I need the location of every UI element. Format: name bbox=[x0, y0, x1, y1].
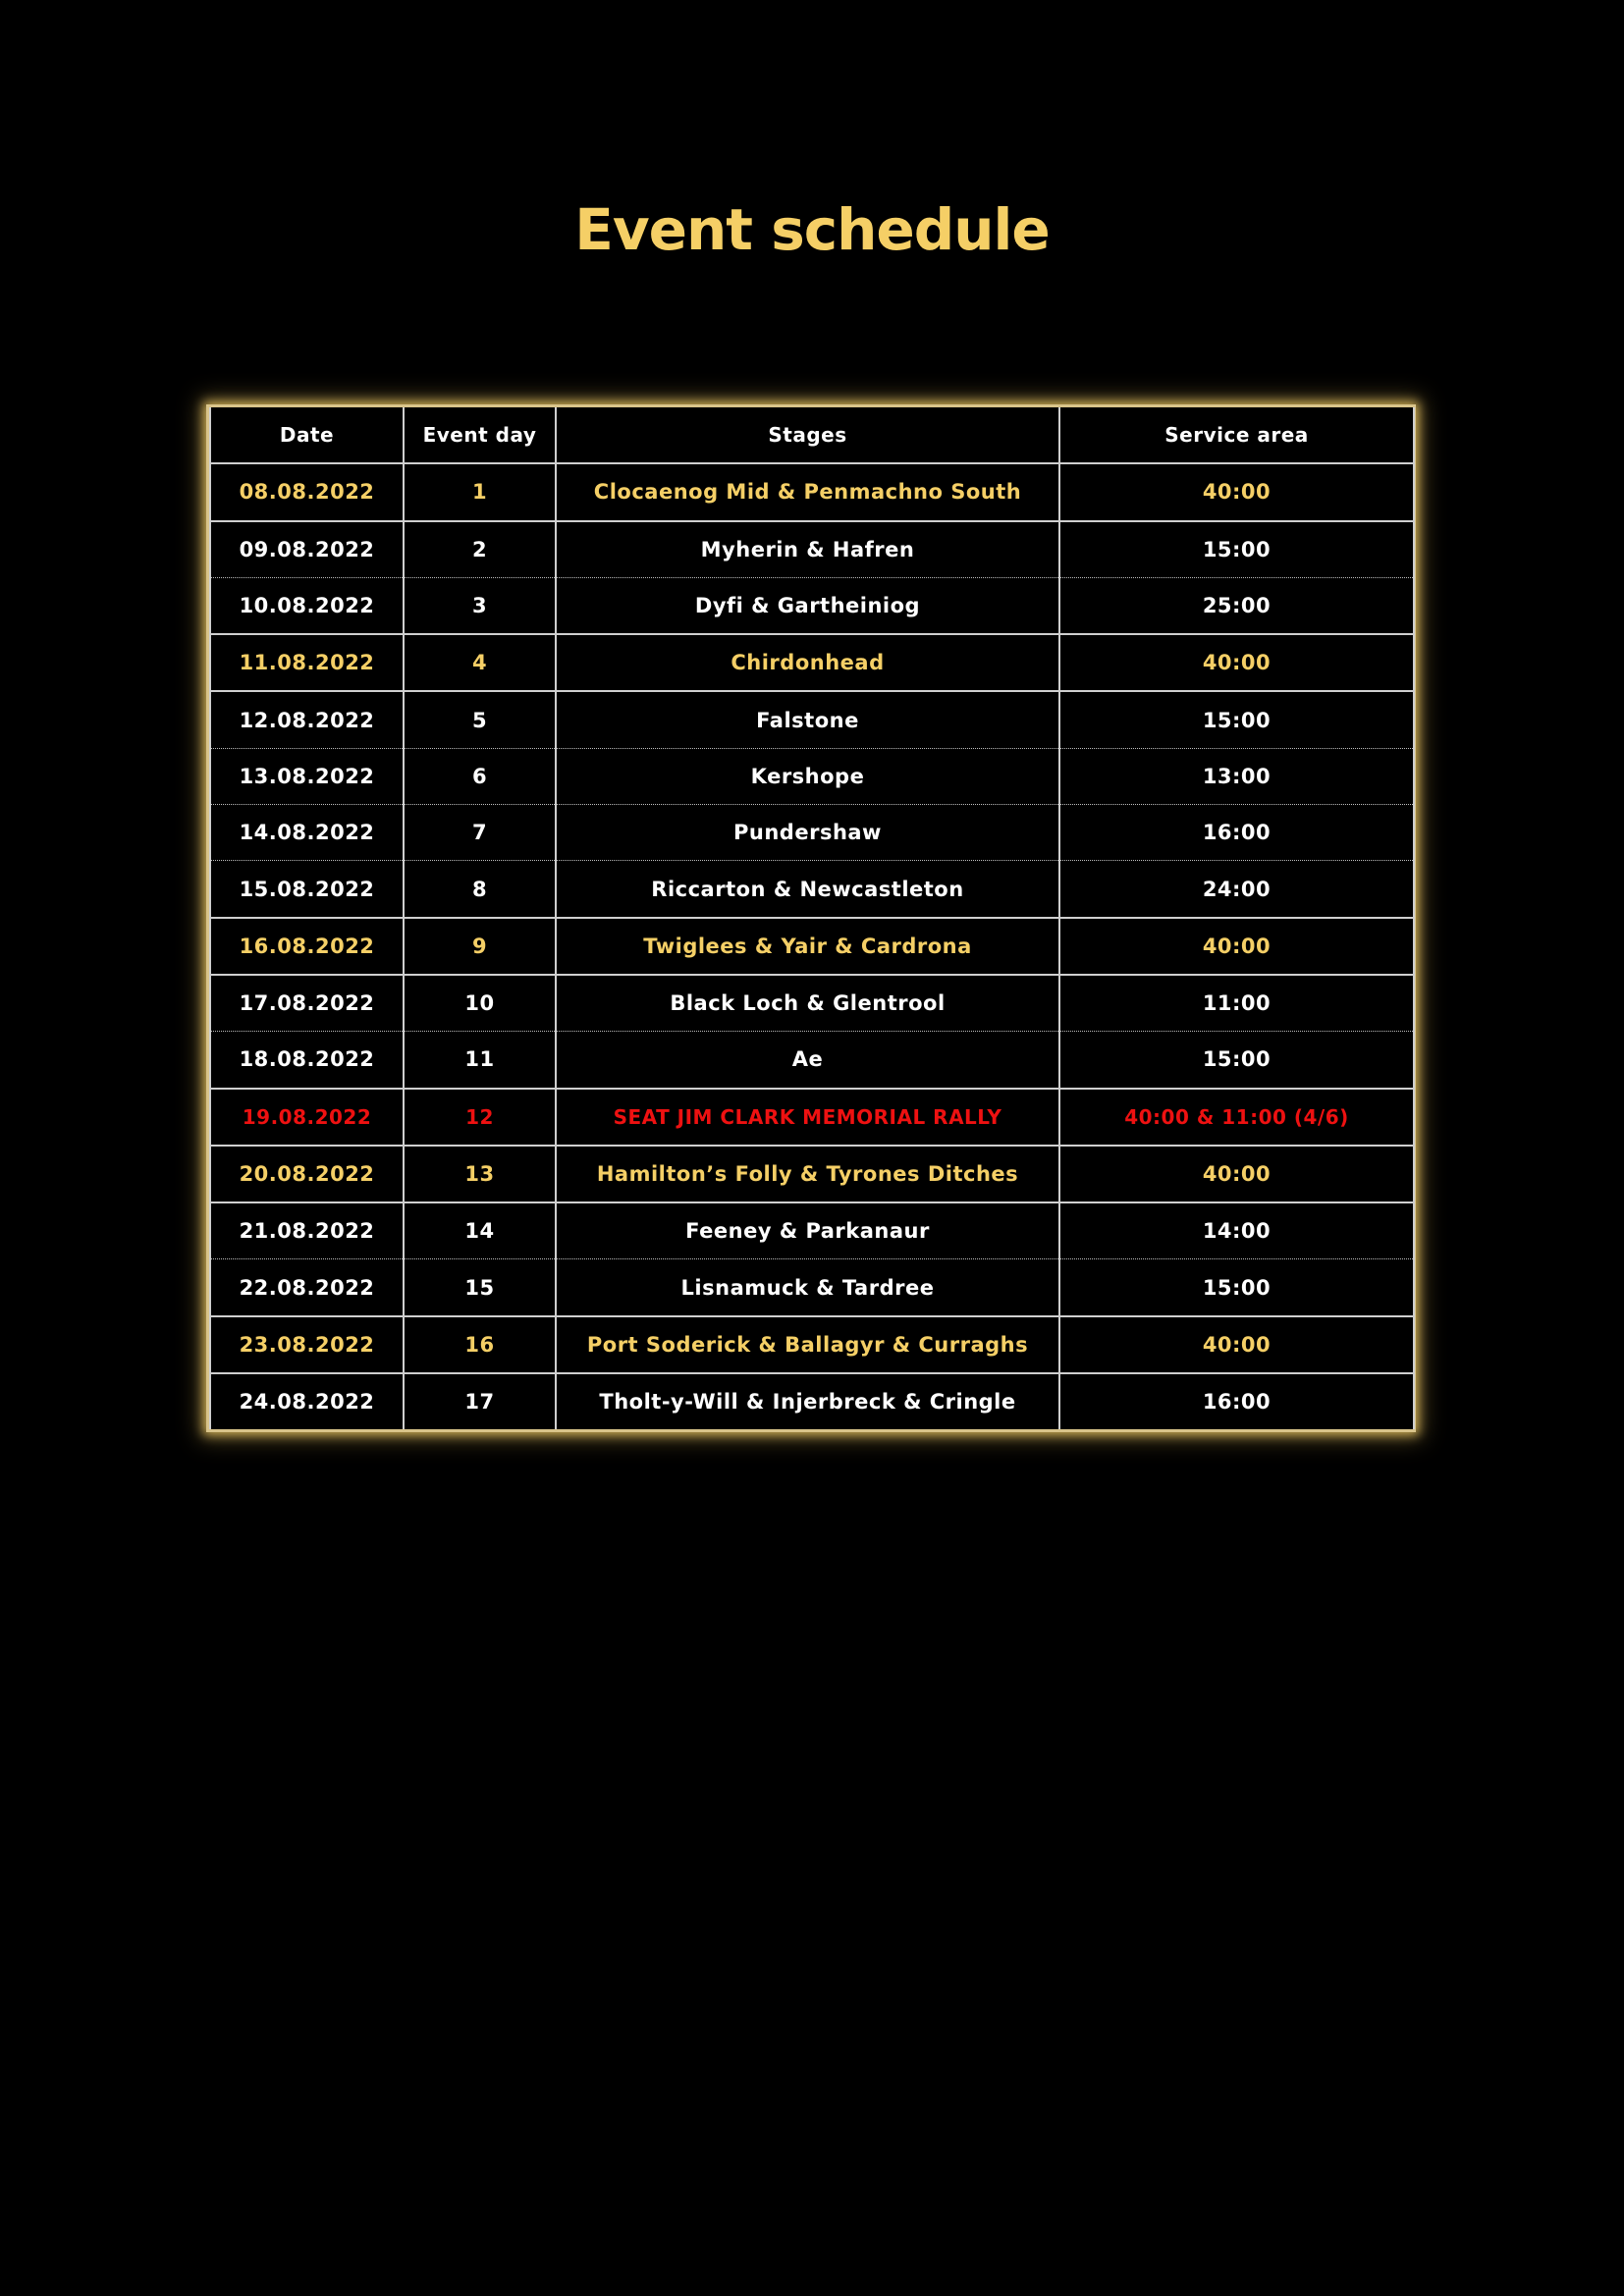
cell-event-day: 12 bbox=[404, 1089, 556, 1146]
table-row bbox=[210, 1316, 1414, 1373]
cell-date: 09.08.2022 bbox=[210, 521, 404, 578]
cell-service-area: 11:00 bbox=[1059, 975, 1414, 1032]
cell-date: 22.08.2022 bbox=[210, 1259, 404, 1316]
cell-service-area: 40:00 bbox=[1059, 1146, 1414, 1202]
table-row bbox=[210, 691, 1414, 748]
cell-event-day: 1 bbox=[404, 463, 556, 520]
cell-stages: Pundershaw bbox=[556, 805, 1059, 861]
column-header-event-day: Event day bbox=[404, 407, 556, 463]
cell-event-day: 9 bbox=[404, 918, 556, 975]
table-row bbox=[210, 918, 1414, 975]
cell-stages: Lisnamuck & Tardree bbox=[556, 1259, 1059, 1316]
table-row bbox=[210, 1373, 1414, 1429]
cell-date: 08.08.2022 bbox=[210, 463, 404, 520]
cell-date: 23.08.2022 bbox=[210, 1316, 404, 1373]
cell-service-area: 40:00 bbox=[1059, 1316, 1414, 1373]
cell-service-area: 13:00 bbox=[1059, 748, 1414, 804]
cell-service-area: 14:00 bbox=[1059, 1202, 1414, 1259]
schedule-table bbox=[209, 407, 1415, 1429]
cell-stages: Dyfi & Gartheiniog bbox=[556, 577, 1059, 634]
cell-event-day: 11 bbox=[404, 1032, 556, 1089]
cell-stages: SEAT JIM CLARK MEMORIAL RALLY bbox=[556, 1089, 1059, 1146]
table-row bbox=[210, 463, 1414, 520]
cell-event-day: 16 bbox=[404, 1316, 556, 1373]
cell-date: 12.08.2022 bbox=[210, 691, 404, 748]
cell-service-area: 15:00 bbox=[1059, 521, 1414, 578]
cell-event-day: 2 bbox=[404, 521, 556, 578]
cell-service-area: 16:00 bbox=[1059, 805, 1414, 861]
cell-stages: Tholt-y-Will & Injerbreck & Cringle bbox=[556, 1373, 1059, 1429]
cell-event-day: 4 bbox=[404, 634, 556, 691]
cell-date: 21.08.2022 bbox=[210, 1202, 404, 1259]
table-row bbox=[210, 805, 1414, 861]
cell-date: 10.08.2022 bbox=[210, 577, 404, 634]
cell-stages: Myherin & Hafren bbox=[556, 521, 1059, 578]
cell-date: 15.08.2022 bbox=[210, 861, 404, 918]
cell-stages: Ae bbox=[556, 1032, 1059, 1089]
cell-date: 19.08.2022 bbox=[210, 1089, 404, 1146]
column-header-stages: Stages bbox=[556, 407, 1059, 463]
cell-date: 14.08.2022 bbox=[210, 805, 404, 861]
table-row bbox=[210, 1202, 1414, 1259]
cell-service-area: 25:00 bbox=[1059, 577, 1414, 634]
cell-date: 11.08.2022 bbox=[210, 634, 404, 691]
cell-stages: Kershope bbox=[556, 748, 1059, 804]
table-row bbox=[210, 1259, 1414, 1316]
cell-stages: Hamilton’s Folly & Tyrones Ditches bbox=[556, 1146, 1059, 1202]
cell-event-day: 8 bbox=[404, 861, 556, 918]
page-title: Event schedule bbox=[574, 196, 1050, 263]
cell-event-day: 7 bbox=[404, 805, 556, 861]
table-row bbox=[210, 1089, 1414, 1146]
table-row bbox=[210, 634, 1414, 691]
cell-service-area: 24:00 bbox=[1059, 861, 1414, 918]
cell-event-day: 5 bbox=[404, 691, 556, 748]
cell-stages: Riccarton & Newcastleton bbox=[556, 861, 1059, 918]
cell-stages: Falstone bbox=[556, 691, 1059, 748]
cell-event-day: 10 bbox=[404, 975, 556, 1032]
table-row bbox=[210, 1146, 1414, 1202]
cell-service-area: 40:00 bbox=[1059, 634, 1414, 691]
cell-service-area: 15:00 bbox=[1059, 691, 1414, 748]
table-row bbox=[210, 1032, 1414, 1089]
table-header-row bbox=[210, 407, 1414, 463]
cell-event-day: 17 bbox=[404, 1373, 556, 1429]
cell-stages: Feeney & Parkanaur bbox=[556, 1202, 1059, 1259]
cell-stages: Twiglees & Yair & Cardrona bbox=[556, 918, 1059, 975]
table-row bbox=[210, 975, 1414, 1032]
cell-date: 18.08.2022 bbox=[210, 1032, 404, 1089]
cell-event-day: 6 bbox=[404, 748, 556, 804]
cell-date: 13.08.2022 bbox=[210, 748, 404, 804]
cell-event-day: 14 bbox=[404, 1202, 556, 1259]
cell-date: 17.08.2022 bbox=[210, 975, 404, 1032]
table-row bbox=[210, 521, 1414, 578]
cell-event-day: 13 bbox=[404, 1146, 556, 1202]
cell-event-day: 3 bbox=[404, 577, 556, 634]
schedule-table-frame bbox=[206, 404, 1416, 1432]
cell-date: 20.08.2022 bbox=[210, 1146, 404, 1202]
cell-stages: Black Loch & Glentrool bbox=[556, 975, 1059, 1032]
cell-stages: Chirdonhead bbox=[556, 634, 1059, 691]
cell-stages: Clocaenog Mid & Penmachno South bbox=[556, 463, 1059, 520]
cell-date: 16.08.2022 bbox=[210, 918, 404, 975]
column-header-date: Date bbox=[210, 407, 404, 463]
cell-service-area: 40:00 & 11:00 (4/6) bbox=[1059, 1089, 1414, 1146]
cell-event-day: 15 bbox=[404, 1259, 556, 1316]
cell-service-area: 15:00 bbox=[1059, 1032, 1414, 1089]
table-row bbox=[210, 861, 1414, 918]
cell-service-area: 40:00 bbox=[1059, 918, 1414, 975]
cell-date: 24.08.2022 bbox=[210, 1373, 404, 1429]
table-row bbox=[210, 748, 1414, 804]
cell-service-area: 40:00 bbox=[1059, 463, 1414, 520]
table-row bbox=[210, 577, 1414, 634]
cell-service-area: 16:00 bbox=[1059, 1373, 1414, 1429]
cell-stages: Port Soderick & Ballagyr & Curraghs bbox=[556, 1316, 1059, 1373]
column-header-service-area: Service area bbox=[1059, 407, 1414, 463]
cell-service-area: 15:00 bbox=[1059, 1259, 1414, 1316]
